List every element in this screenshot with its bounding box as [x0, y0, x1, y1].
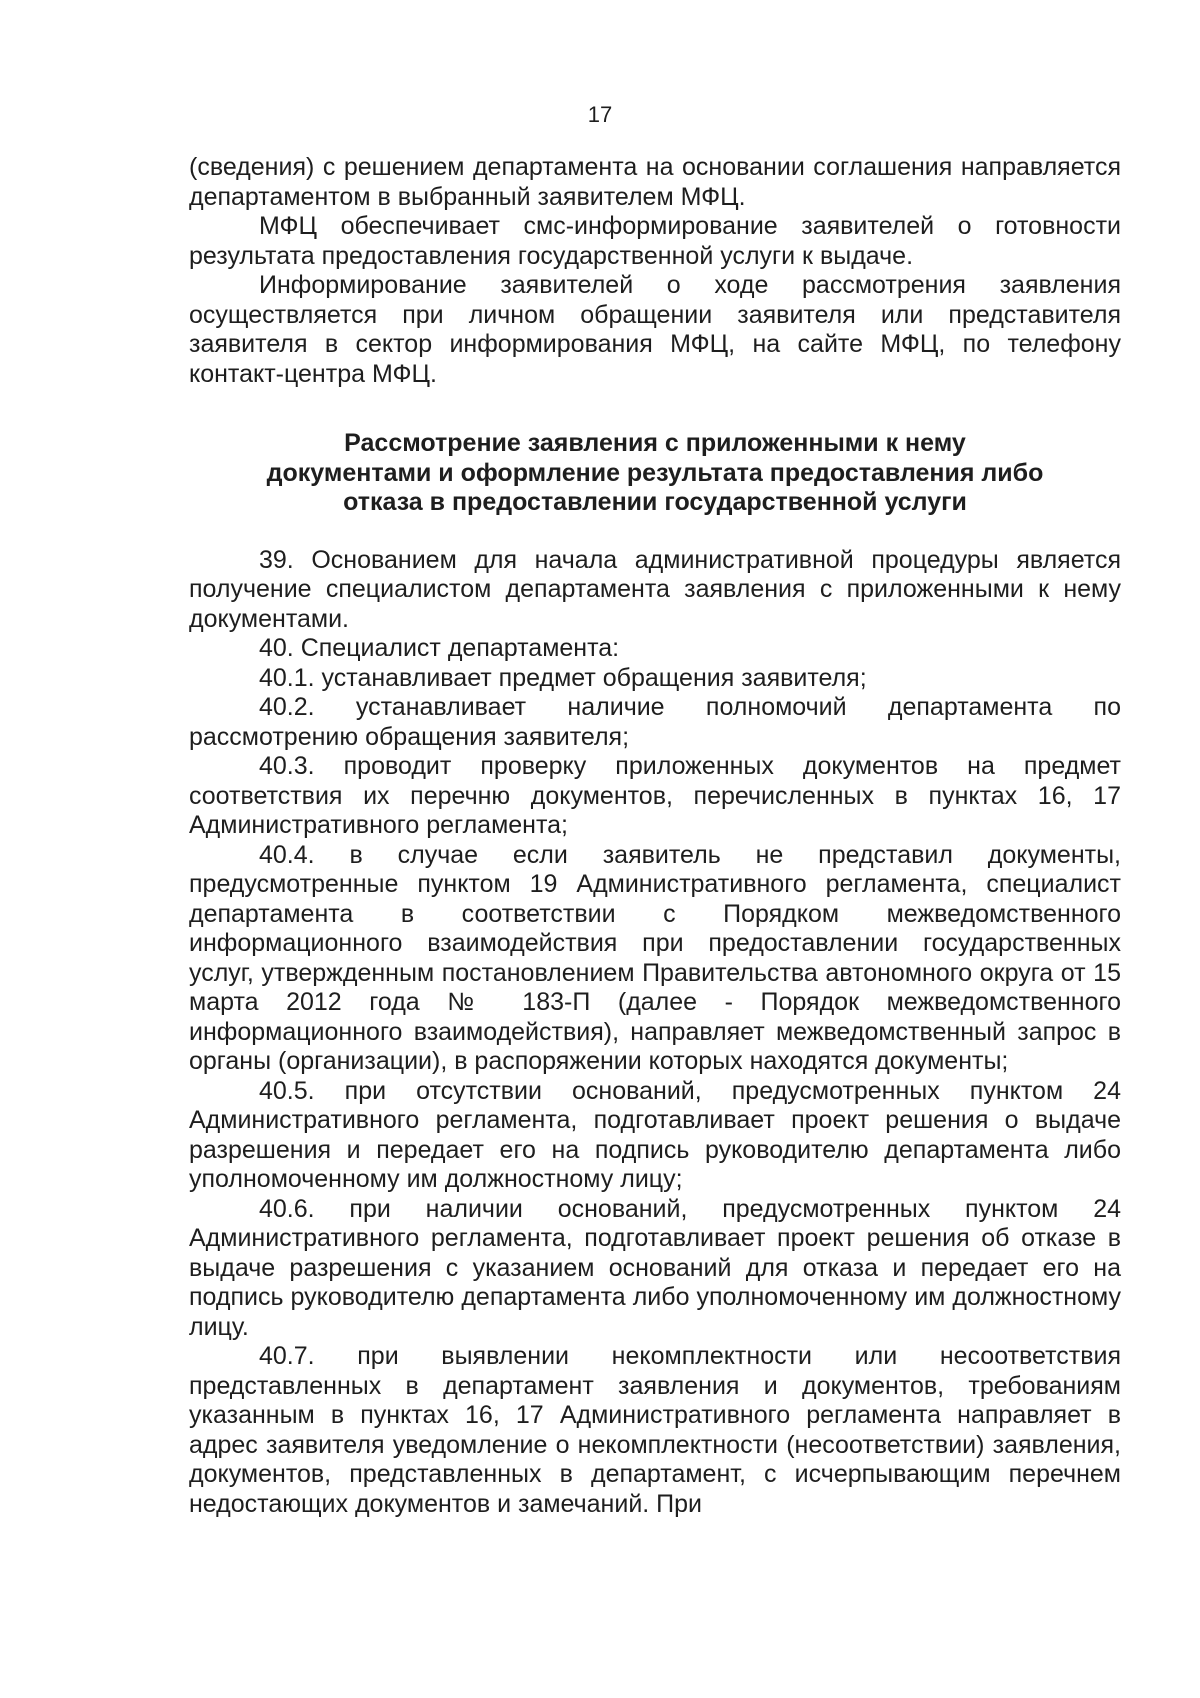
- paragraph-40-4: 40.4. в случае если заявитель не представил документы, предусмотренные пунктом 19 Административного регламента, специалист департамента в соответствии с Порядком межведомственного информационного взаимодействия при предоставлении государственных услуг, утвержденным постановлением Правительства автономного округа от 15 марта 2012 года № 183-П (далее - Порядок межведомственного информационного взаимодействия), направляет межведомственный запрос в органы (организации), в распоряжении которых находятся документы;: [189, 840, 1121, 1075]
- paragraph-40-6: 40.6. при наличии оснований, предусмотренных пунктом 24 Административного регламента, подготавливает проект решения об отказе в выдаче разрешения с указанием оснований для отказа и передает его на подпись руководителю департамента либо уполномоченному им должностному лицу.: [189, 1194, 1121, 1341]
- paragraph-40-3: 40.3. проводит проверку приложенных документов на предмет соответствия их перечню документов, перечисленных в пунктах 16, 17 Административного регламента;: [189, 752, 1121, 839]
- section-heading-line: Рассмотрение заявления с приложенными к нему: [344, 429, 966, 457]
- paragraph-40-2: 40.2. устанавливает наличие полномочий департамента по рассмотрению обращения заявителя;: [189, 693, 1121, 751]
- paragraph-40: 40. Специалист департамента:: [259, 634, 620, 662]
- section-heading: [189, 429, 1121, 518]
- section-heading-line: документами и оформление результата предоставления либо: [266, 458, 1044, 487]
- paragraph-progress-informing: Информирование заявителей о ходе рассмотрения заявления осуществляется при личном обращении заявителя или представителя заявителя в сектор информирования МФЦ, на сайте МФЦ, по телефону контакт-центра МФЦ.: [189, 271, 1121, 388]
- paragraph-40-5: 40.5. при отсутствии оснований, предусмотренных пунктом 24 Административного регламента, подготавливает проект решения о выдаче разрешения и передает его на подпись руководителю департамента либо уполномоченному им должностному лицу;: [189, 1076, 1121, 1193]
- section-heading-line: отказа в предоставлении государственной услуги: [343, 488, 967, 516]
- paragraph-sms-informing: МФЦ обеспечивает смс-информирование заявителей о готовности результата предоставления государственной услуги к выдаче.: [189, 212, 1121, 270]
- paragraph-continuation: (сведения) с решением департамента на основании соглашения направляется департаментом в выбранный заявителем МФЦ.: [189, 153, 1121, 211]
- paragraph-40-7: 40.7. при выявлении некомплектности или несоответствия представленных в департамент заявления и документов, требованиям указанным в пунктах 16, 17 Административного регламента направляет в адрес заявителя уведомление о некомплектности (несоответствии) заявления, документов, представленных в департамент, с исчерпывающим перечнем недостающих документов и замечаний. При: [189, 1342, 1121, 1518]
- paragraph-39: 39. Основанием для начала административной процедуры является получение специалистом департамента заявления с приложенными к нему документами.: [189, 545, 1121, 633]
- paragraph-40-1: 40.1. устанавливает предмет обращения заявителя;: [259, 663, 867, 692]
- document-body: [189, 153, 1121, 1519]
- page-number: 17: [587, 102, 613, 127]
